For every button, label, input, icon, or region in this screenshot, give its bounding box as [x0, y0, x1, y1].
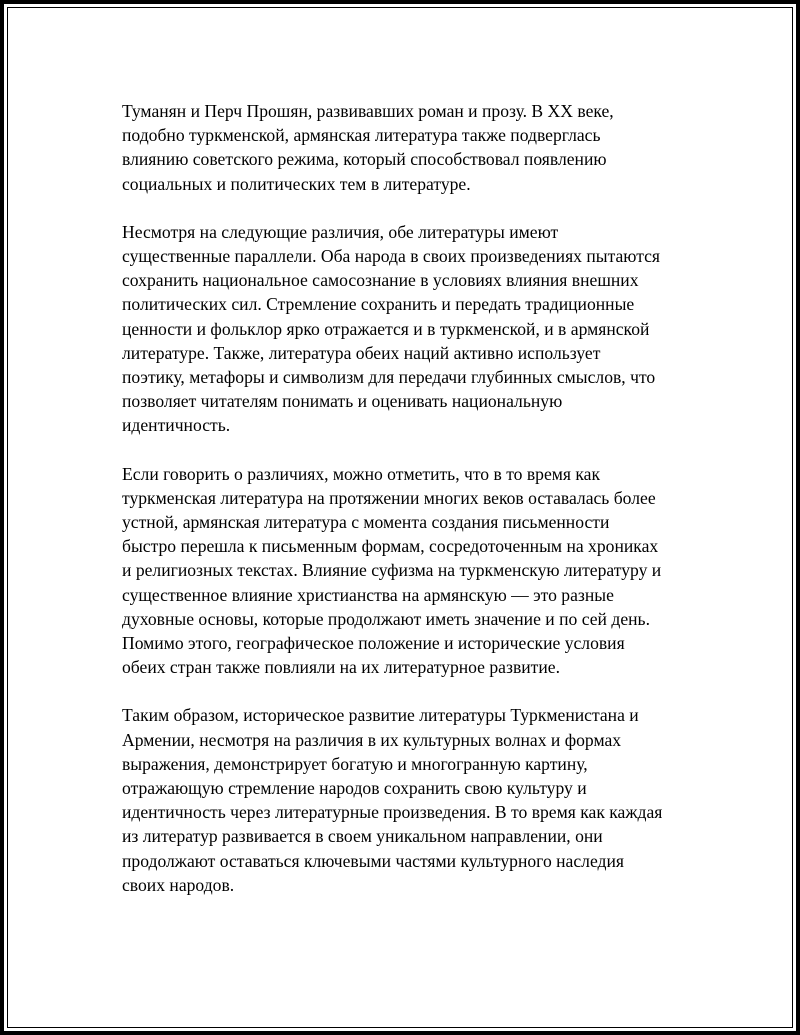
document-body — [122, 99, 702, 921]
paragraph-4: Таким образом, историческое развитие литературы Туркменистана и Армении, несмотря на различия в их культурных волнах и формах выражения, демонстрирует богатую и многогранную картину, отражающую стремление народов сохранить свою культуру и идентичность через литературные произведения. В то время как каждая из литератур развивается в своем уникальном направлении, они продолжают оставаться ключевыми частями культурного наследия своих народов. — [122, 705, 663, 895]
paragraph-1: Туманян и Перч Прошян, развивавших роман и прозу. В XX веке, подобно туркменской, армянская литература также подверглась влиянию советского режима, который способствовал появлению социальных и политических тем в литературе. — [122, 101, 614, 194]
paragraph-2: Несмотря на следующие различия, обе литературы имеют существенные параллели. Оба народа в своих произведениях пытаются сохранить национальное самосознание в условиях влияния внешних политических сил. Стремление сохранить и передать традиционные ценности и фольклор ярко отражается и в туркменской, и в армянской литературе. Также, литература обеих наций активно использует поэтику, метафоры и символизм для передачи глубинных смыслов, что позволяет читателям понимать и оценивать национальную идентичность. — [122, 221, 661, 436]
paragraph-3: Если говорить о различиях, можно отметить, что в то время как туркменская литература на протяжении многих веков оставалась более устной, армянская литература с момента создания письменности быстро перешла к письменным формам, сосредоточенным на хрониках и религиозных текстах. Влияние суфизма на туркменскую литературу и существенное влияние христианства на армянскую — это разные духовные основы, которые продолжают иметь значение и по сей день. Помимо этого, географическое положение и исторические условия обеих стран также повлияли на их литературное развитие. — [122, 463, 662, 678]
